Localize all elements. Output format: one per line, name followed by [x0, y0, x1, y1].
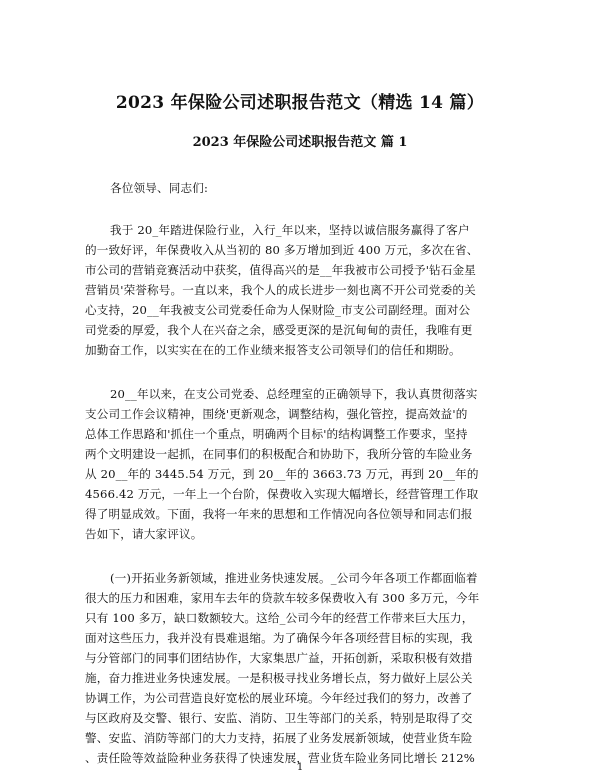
paragraph-line: 很大的压力和困难，家用车去年的贷款车较多保费收入有 300 多万元，今年 [85, 591, 480, 605]
paragraph-line: 4566.42 万元，一年上一个台阶，保费收入实现大幅增长，经营管理工作取 [85, 487, 479, 501]
paragraph-line: 20__年以来，在支公司党委、总经理室的正确领导下，我认真贯彻落实 [110, 387, 478, 401]
paragraph-line: 两个文明建设一起抓，在同事们的积极配合和协助下，我所分管的车险业务 [85, 447, 473, 461]
paragraph-line: 施，奋力推进业务快速发展。一是积极寻找业务增长点，努力做好上层公关 [85, 671, 473, 685]
paragraph-line: 加勤奋工作，以实实在在的工作业绩来报答支公司领导们的信任和期盼。 [85, 343, 461, 357]
paragraph-line: 面对这些压力，我并没有畏难退缩。为了确保今年各项经营目标的实现，我 [85, 631, 473, 645]
paragraph-line: (一)开拓业务新领域，推进业务快速发展。_公司今年各项工作都面临着 [110, 571, 478, 585]
paragraph-line: 告如下，请大家评议。 [85, 527, 203, 541]
paragraph-line: 协调工作，为公司营造良好宽松的展业环境。今年经过我们的努力，改善了 [85, 691, 473, 705]
paragraph-line: 只有 100 多万，缺口数额较大。这给_公司今年的经营工作带来巨大压力， [85, 611, 474, 625]
paragraph-line: 司党委的厚爱，我个人在兴奋之余，感受更深的是沉甸甸的责任，我唯有更 [85, 323, 473, 337]
paragraph-line: 我于 20_年踏进保险行业，入行_年以来，坚持以诚信服务赢得了客户 [110, 223, 470, 237]
paragraph-line: 市公司的营销竞赛活动中获奖，值得高兴的是__年我被市公司授予'钻石金星 [85, 263, 477, 277]
paragraph-line: 的一致好评，年保费收入从当初的 80 多万增加到近 400 万元，多次在省、 [85, 243, 479, 257]
page-number: 1 [296, 762, 304, 773]
paragraph-line: 警、安监、消防等部门的大力支持，拓展了业务发展新领域，使营业货车险 [85, 731, 473, 745]
paragraph-line: 心支持，20__年我被支公司党委任命为人保财险_市支公司副经理。面对公 [85, 303, 471, 317]
paragraph-line: 从 20__年的 3445.54 万元，到 20__年的 3663.73 万元，再到 20__年的 [85, 467, 479, 481]
paragraph-line: 总体工作思路和'抓住一个重点，明确两个目标'的结构调整工作要求，坚持 [85, 427, 468, 441]
paragraph-line: 与区政府及交警、银行、安监、消防、卫生等部门的关系，特别是取得了交 [85, 711, 473, 725]
paragraph-line: 得了明显成效。下面，我将一年来的思想和工作情况向各位领导和同志们报 [85, 507, 473, 521]
section-title: 2023 年保险公司述职报告范文 篇 1 [192, 135, 408, 150]
document-title: 2023 年保险公司述职报告范文（精选 14 篇） [115, 93, 485, 113]
paragraph-line: 支公司工作会议精神，围绕'更新观念，调整结构，强化管控，提高效益'的 [85, 407, 468, 421]
salutation: 各位领导、同志们: [110, 181, 209, 195]
paragraph-line: 、责任险等效益险种业务获得了快速发展，营业货车险业务同比增长 212% [85, 751, 475, 765]
paragraph-line: 营销员'荣誉称号。一直以来，我个人的成长进步一刻也离不开公司党委的关 [85, 283, 476, 297]
paragraph-line: 与分管部门的同事们团结协作，大家集思广益，开拓创新，采取积极有效措 [85, 651, 473, 665]
